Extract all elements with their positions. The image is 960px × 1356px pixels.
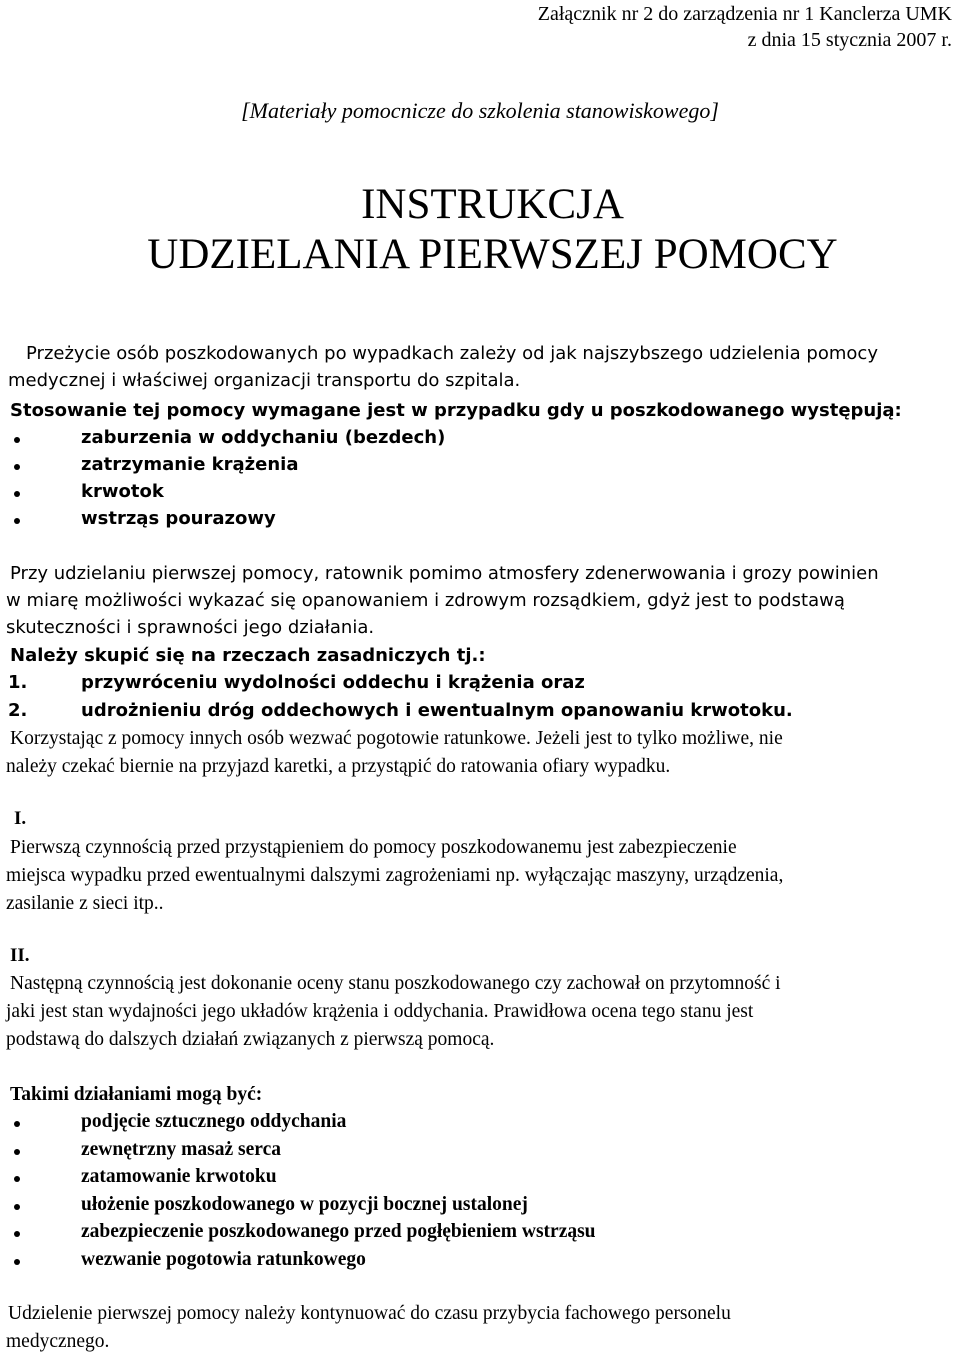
intro-line-2: medycznej i właściwej organizacji transportu do szpitala.: [8, 370, 521, 391]
section-2-line-3: podstawą do dalszych działań związanych z pierwszą pomocą.: [6, 1029, 495, 1050]
bullet-icon: [14, 1259, 20, 1265]
title-line-1: INSTRUKCJA: [361, 181, 624, 228]
list-item: zewnętrzny masaż serca: [81, 1139, 281, 1160]
list-item: wezwanie pogotowia ratunkowego: [81, 1249, 366, 1270]
list-item: krwotok: [81, 481, 164, 502]
bullet-icon: [14, 464, 20, 470]
list-item: zaburzenia w oddychaniu (bezdech): [81, 427, 446, 448]
step-number: 1.: [8, 672, 28, 693]
step-text: udrożnieniu dróg oddechowych i ewentualnym opanowaniu krwotoku.: [81, 700, 793, 721]
list-item: zabezpieczenie poszkodowanego przed pogłębieniem wstrząsu: [81, 1221, 596, 1242]
section-1-label: I.: [14, 808, 27, 829]
symptoms-heading: Stosowanie tej pomocy wymagane jest w przypadku gdy u poszkodowanego występują:: [10, 400, 902, 421]
bullet-icon: [14, 1121, 20, 1127]
intro-line-1: Przeżycie osób poszkodowanych po wypadkach zależy od jak najszybszego udzielenia pomocy: [26, 343, 878, 364]
actions-heading: Takimi działaniami mogą być:: [10, 1084, 263, 1105]
bullet-icon: [14, 1231, 20, 1237]
list-item: ułożenie poszkodowanego w pozycji bocznej ustalonej: [81, 1194, 528, 1215]
header-line-1: Załącznik nr 2 do zarządzenia nr 1 Kanclerza UMK: [537, 3, 952, 25]
focus-heading: Należy skupić się na rzeczach zasadniczych tj.:: [10, 645, 486, 666]
list-item: wstrząs pourazowy: [81, 508, 276, 529]
section-1-line-3: zasilanie z sieci itp..: [6, 893, 164, 914]
rescuer-line-1: Przy udzielaniu pierwszej pomocy, ratownik pomimo atmosfery zdenerwowania i grozy powinien: [10, 563, 879, 584]
help-line-2: należy czekać biernie na przyjazd karetki, a przystąpić do ratowania ofiary wypadku.: [6, 756, 671, 777]
list-item: podjęcie sztucznego oddychania: [81, 1111, 347, 1132]
bullet-icon: [14, 491, 20, 497]
help-line-1: Korzystając z pomocy innych osób wezwać pogotowie ratunkowe. Jeżeli jest to tylko możliwe, nie: [10, 728, 783, 749]
list-item: zatamowanie krwotoku: [81, 1166, 277, 1187]
section-1-line-1: Pierwszą czynnością przed przystąpieniem do pomocy poszkodowanemu jest zabezpieczenie: [10, 837, 737, 858]
bullet-icon: [14, 1204, 20, 1210]
bullet-icon: [14, 1149, 20, 1155]
subtitle: [Materiały pomocnicze do szkolenia stanowiskowego]: [241, 98, 719, 123]
section-1-line-2: miejsca wypadku przed ewentualnymi dalszymi zagrożeniami np. wyłączając maszyny, urządzenia,: [6, 865, 784, 886]
header-line-2: z dnia 15 stycznia 2007 r.: [747, 29, 952, 51]
rescuer-line-3: skuteczności i sprawności jego działania.: [6, 617, 375, 638]
bullet-icon: [14, 437, 20, 443]
bullet-icon: [14, 518, 20, 524]
closing-line-1: Udzielenie pierwszej pomocy należy kontynuować do czasu przybycia fachowego personelu: [8, 1303, 731, 1324]
closing-line-2: medycznego.: [6, 1331, 110, 1352]
step-text: przywróceniu wydolności oddechu i krążenia oraz: [81, 672, 585, 693]
list-item: zatrzymanie krążenia: [81, 454, 299, 475]
section-2-line-2: jaki jest stan wydajności jego układów krążenia i oddychania. Prawidłowa ocena tego stanu jest: [6, 1001, 754, 1022]
rescuer-line-2: w miarę możliwości wykazać się opanowaniem i zdrowym rozsądkiem, gdyż jest to podstawą: [6, 590, 845, 611]
section-2-label: II.: [10, 945, 30, 966]
section-2-line-1: Następną czynnością jest dokonanie oceny stanu poszkodowanego czy zachował on przytomność i: [10, 973, 781, 994]
bullet-icon: [14, 1176, 20, 1182]
step-number: 2.: [8, 700, 28, 721]
title-line-2: UDZIELANIA PIERWSZEJ POMOCY: [147, 231, 838, 278]
